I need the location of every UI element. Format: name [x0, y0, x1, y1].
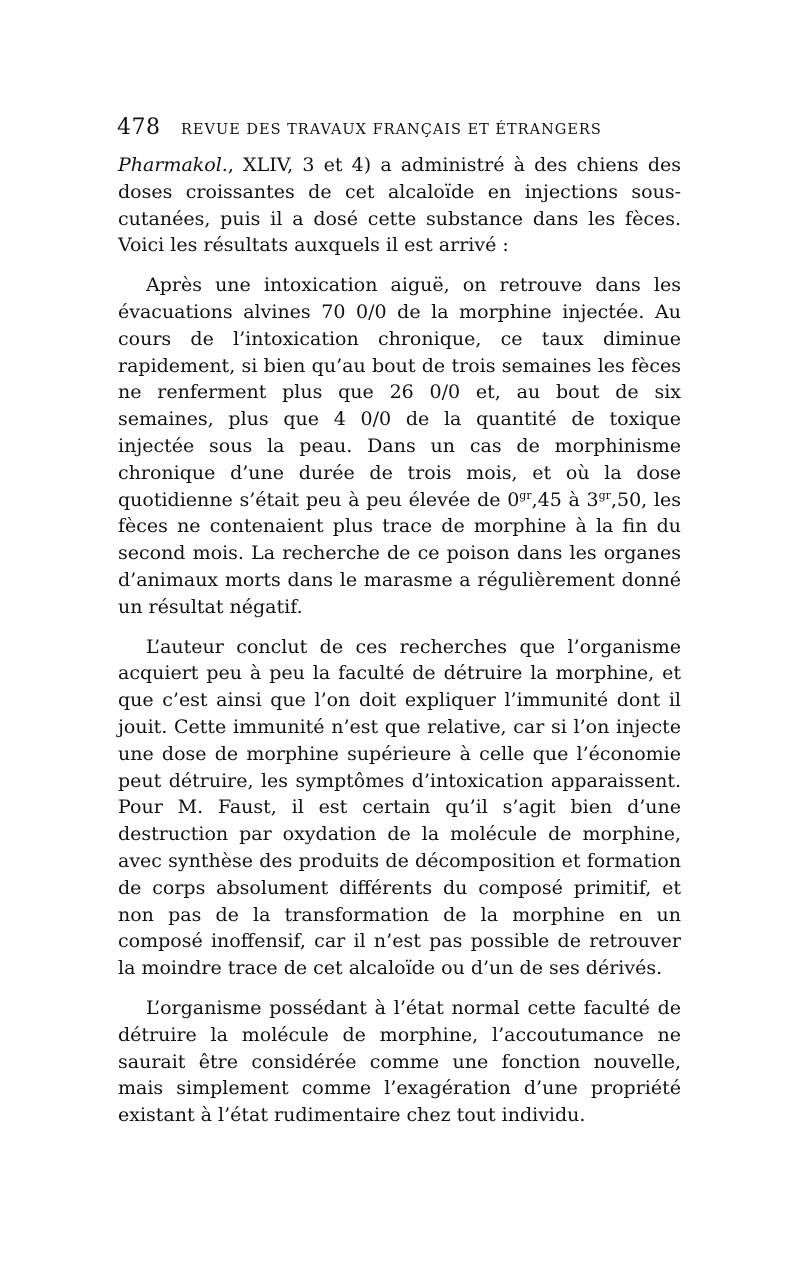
paragraph-4: [118, 995, 681, 1129]
paragraph-2-text-a: Après une intoxication aiguë, on retrouve dans les évacuations alvines 70 0/0 de la morphine injectée. Au cours de l’intoxication chronique, ce taux diminue rapidement, si bien qu’au bout de trois semaines les fèces ne renferment plus que 26 0/0 et, au bout de six semaines, plus que 4 0/0 de la quantité de toxique injectée sous la peau. Dans un cas de morphinisme chronique d’une durée de trois mois, et où la dose quotidienne s’était peu à peu élevée de: [118, 274, 681, 511]
journal-abbreviation: Pharmakol.: [118, 154, 228, 176]
dose-2-unit: gr: [598, 488, 611, 502]
body-text: [118, 152, 681, 1129]
dose-1-decimal: ,45: [531, 488, 562, 511]
dose-1-integer: 0: [507, 488, 520, 511]
dose-connector: à: [561, 488, 587, 511]
dose-1-unit: gr: [519, 488, 532, 502]
paragraph-2-text-b: , les fèces ne contenaient plus trace de morphine à la fin du second mois. La recherche de ce poison dans les organes d’animaux morts dans le marasme a régulièrement donné un résultat négatif.: [118, 488, 681, 618]
dose-2-integer: 3: [586, 488, 599, 511]
running-head: REVUE DES TRAVAUX FRANÇAIS ET ÉTRANGERS: [181, 122, 602, 138]
paragraph-3-text: L’auteur conclut de ces recherches que l’organisme acquiert peu à peu la faculté de détruire la morphine, et que c’est ainsi que l’on doit expliquer l’immunité dont il jouit. Cette immunité n’est que relative, car si l’on injecte une dose de morphine supérieure à celle que l’économie peut détruire, les symptômes d’intoxication apparaissent. Pour M. Faust, il est certain qu’il s’agit bien d’une destruction par oxydation de la molécule de morphine, avec synthèse des produits de décomposition et formation de corps absolument différents du composé primitif, et non pas de la transformation de la morphine en un composé inoffensif, car il n’est pas possible de retrouver la moindre trace de cet alcaloïde ou d’un de ses dérivés.: [118, 635, 681, 980]
page-number: 478: [117, 115, 161, 140]
paragraph-2: [118, 272, 681, 620]
page-header: [117, 113, 683, 145]
paragraph-3: [118, 634, 681, 982]
paragraph-1-text: , XLIV, 3 et 4) a administré à des chiens des doses croissantes de cet alcaloïde en injections sous-cutanées, puis il a dosé cette substance dans les fèces. Voici les résultats auxquels il est arrivé :: [118, 154, 681, 257]
paragraph-1: [118, 152, 681, 259]
paragraph-4-text: L’organisme possédant à l’état normal cette faculté de détruire la molécule de morphine, l’accoutumance ne saurait être considérée comme une fonction nouvelle, mais simplement comme l’exagération d’une propriété existant à l’état rudimentaire chez tout individu.: [118, 996, 681, 1127]
dose-2-decimal: ,50: [610, 488, 642, 511]
